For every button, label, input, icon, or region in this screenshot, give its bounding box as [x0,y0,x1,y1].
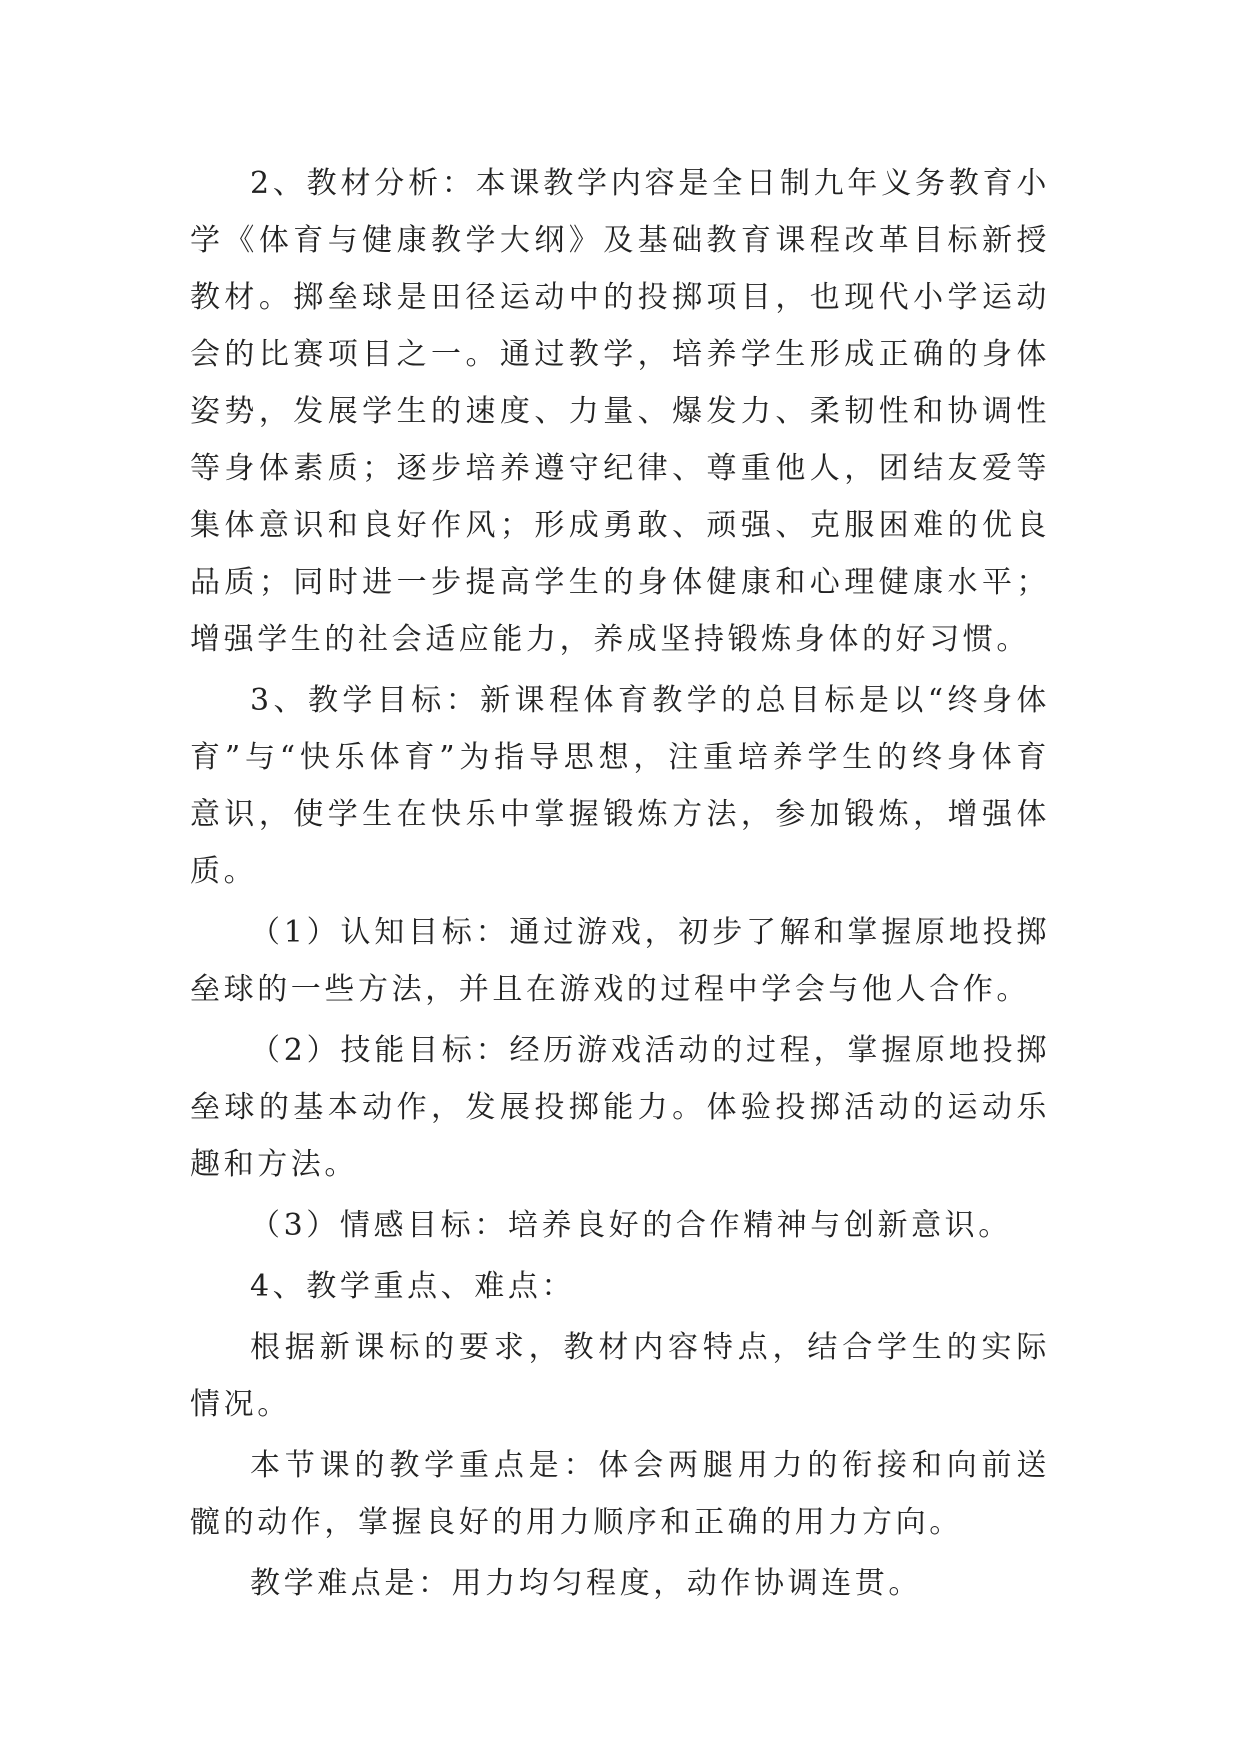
paragraph-basis: 根据新课标的要求，教材内容特点，结合学生的实际情况。 [190,1330,1050,1422]
paragraph-cognitive-goal: （1）认知目标：通过游戏，初步了解和掌握原地投掷垒球的一些方法，并且在游戏的过程中学会与他人合作。 [190,915,1050,1007]
document-body [190,155,1050,1612]
paragraph-emotional-goal: （3）情感目标：培养良好的合作精神与创新意识。 [250,1208,1012,1243]
paragraph-skill-goal: （2）技能目标：经历游戏活动的过程，掌握原地投掷垒球的基本动作，发展投掷能力。体验投掷活动的运动乐趣和方法。 [190,1033,1050,1182]
paragraph-key-point: 本节课的教学重点是：体会两腿用力的衔接和向前送髋的动作，掌握良好的用力顺序和正确的用力方向。 [190,1448,1050,1540]
paragraph-difficulty: 教学难点是：用力均匀程度，动作协调连贯。 [250,1566,922,1601]
paragraph-material-analysis: 2、教材分析：本课教学内容是全日制九年义务教育小学《体育与健康教学大纲》及基础教育课程改革目标新授教材。掷垒球是田径运动中的投掷项目，也现代小学运动会的比赛项目之一。通过教学，培养学生形成正确的身体姿势，发展学生的速度、力量、爆发力、柔韧性和协调性等身体素质；逐步培养遵守纪律、尊重他人，团结友爱等集体意识和良好作风；形成勇敢、顽强、克服困难的优良品质；同时进一步提高学生的身体健康和心理健康水平；增强学生的社会适应能力，养成坚持锻炼身体的好习惯。 [190,166,1050,657]
paragraph-key-points-heading: 4、教学重点、难点： [250,1269,576,1304]
paragraph-teaching-goals: 3、教学目标：新课程体育教学的总目标是以“终身体育”与“快乐体育”为指导思想，注重培养学生的终身体育意识，使学生在快乐中掌握锻炼方法，参加锻炼，增强体质。 [190,683,1050,889]
